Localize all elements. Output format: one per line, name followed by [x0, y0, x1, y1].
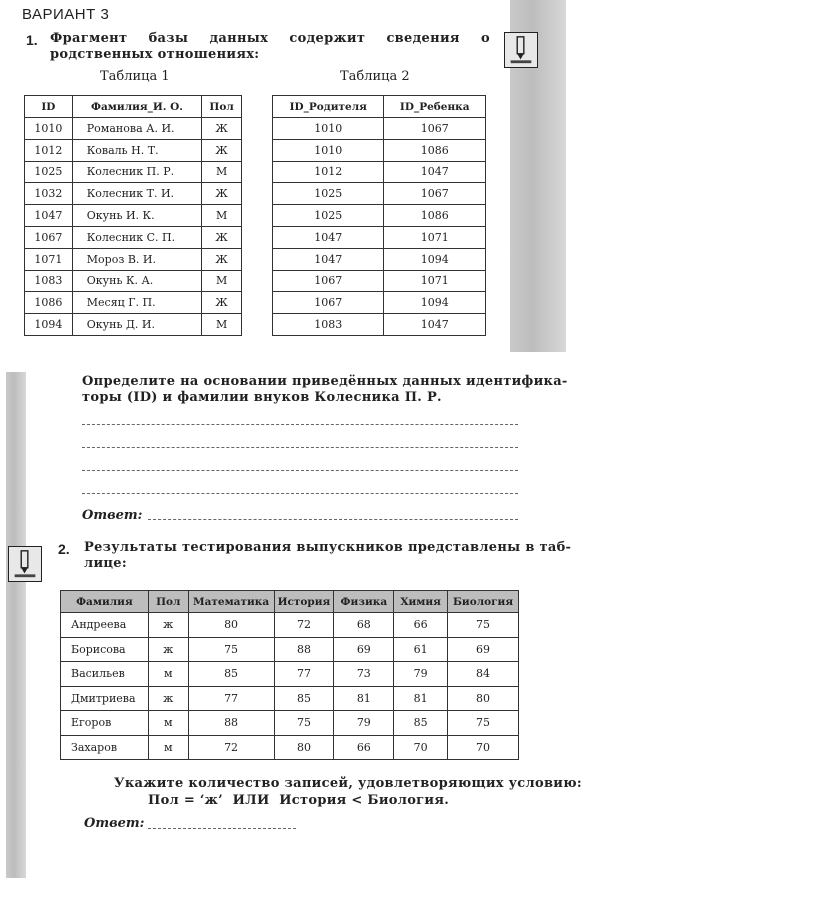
table2-cell: 1086 — [384, 139, 486, 161]
table2-cell: 1067 — [384, 118, 486, 140]
results-cell: 75 — [188, 637, 274, 662]
question-2-task-line1: Укажите количество записей, удовлетворяющих условию: — [114, 776, 582, 791]
results-cell: 61 — [394, 637, 448, 662]
table1-header: Пол — [202, 96, 242, 118]
results-header: Биология — [448, 591, 519, 613]
results-cell: 80 — [188, 613, 274, 638]
table1-cell: М — [202, 270, 242, 292]
results-cell: 81 — [334, 686, 394, 711]
results-cell: 79 — [334, 711, 394, 736]
results-cell: 77 — [274, 662, 334, 687]
results-cell: 85 — [188, 662, 274, 687]
table1-cell: Ж — [202, 248, 242, 270]
table1-cell: Коваль Н. Т. — [72, 139, 201, 161]
table2 — [272, 95, 486, 336]
table2-cell: 1047 — [273, 248, 384, 270]
pencil-icon — [504, 32, 538, 68]
results-cell: 75 — [274, 711, 334, 736]
table1-cell: Ж — [202, 183, 242, 205]
table1-cell: 1012 — [25, 139, 73, 161]
table1-cell: 1086 — [25, 292, 73, 314]
results-cell: 85 — [394, 711, 448, 736]
pencil-icon — [8, 546, 42, 582]
results-cell: 80 — [274, 735, 334, 760]
table2-cell: 1071 — [384, 226, 486, 248]
results-cell: 84 — [448, 662, 519, 687]
table2-cell: 1010 — [273, 118, 384, 140]
table2-header: ID_Родителя — [273, 96, 384, 118]
table1-cell: 1094 — [25, 314, 73, 336]
table2-cell: 1047 — [384, 314, 486, 336]
results-cell: м — [148, 711, 188, 736]
question-1-task-line1: Определите на основании приведённых данных идентифика- — [82, 374, 568, 389]
results-cell: Андреева — [61, 613, 149, 638]
table1-cell: Окунь И. К. — [72, 205, 201, 227]
question-1-number: 1. — [26, 32, 38, 48]
question-2-text-line1: Результаты тестирования выпускников представлены в таб- — [84, 540, 572, 555]
variant-heading: ВАРИАНТ 3 — [22, 6, 110, 23]
table2-cell: 1010 — [273, 139, 384, 161]
table1-cell: Мороз В. И. — [72, 248, 201, 270]
table2-cell: 1094 — [384, 292, 486, 314]
results-cell: 81 — [394, 686, 448, 711]
results-cell: Егоров — [61, 711, 149, 736]
answer-line[interactable] — [82, 493, 518, 494]
table1-cell: Окунь К. А. — [72, 270, 201, 292]
results-cell: м — [148, 662, 188, 687]
results-cell: 70 — [394, 735, 448, 760]
question-2-condition: Пол = ‘ж’ ИЛИ История < Биология. — [148, 793, 450, 808]
table1-cell: 1067 — [25, 226, 73, 248]
table1-cell: М — [202, 161, 242, 183]
table1-cell: Колесник С. П. — [72, 226, 201, 248]
table2-cell: 1025 — [273, 183, 384, 205]
table1-header: Фамилия_И. О. — [72, 96, 201, 118]
results-cell: 77 — [188, 686, 274, 711]
results-cell: 69 — [448, 637, 519, 662]
table1-cell: Ж — [202, 226, 242, 248]
results-header: История — [274, 591, 334, 613]
table1-cell: Колесник П. Р. — [72, 161, 201, 183]
question-2-answer-field[interactable] — [148, 828, 296, 829]
results-cell: 66 — [394, 613, 448, 638]
table2-header: ID_Ребенка — [384, 96, 486, 118]
results-cell: 68 — [334, 613, 394, 638]
table2-cell: 1047 — [273, 226, 384, 248]
results-header: Математика — [188, 591, 274, 613]
results-cell: 75 — [448, 711, 519, 736]
results-cell: 75 — [448, 613, 519, 638]
table1-cell: Романова А. И. — [72, 118, 201, 140]
results-cell: ж — [148, 613, 188, 638]
answer-line[interactable] — [82, 470, 518, 471]
results-cell: 79 — [394, 662, 448, 687]
table2-cell: 1094 — [384, 248, 486, 270]
table2-cell: 1067 — [273, 270, 384, 292]
table1-cell: 1025 — [25, 161, 73, 183]
table1-cell: 1083 — [25, 270, 73, 292]
answer-line[interactable] — [82, 447, 518, 448]
results-header: Химия — [394, 591, 448, 613]
table2-cell: 1025 — [273, 205, 384, 227]
table1-cell: М — [202, 205, 242, 227]
table1-cell: 1071 — [25, 248, 73, 270]
results-cell: 69 — [334, 637, 394, 662]
table2-caption: Таблица 2 — [340, 69, 410, 84]
question-1-text: Фрагмент базы данных содержит сведения о родственных отношениях: — [50, 31, 490, 62]
results-cell: 88 — [188, 711, 274, 736]
results-cell: Васильев — [61, 662, 149, 687]
results-cell: 80 — [448, 686, 519, 711]
results-cell: 85 — [274, 686, 334, 711]
table2-cell: 1086 — [384, 205, 486, 227]
table1-caption: Таблица 1 — [100, 69, 170, 84]
results-cell: ж — [148, 637, 188, 662]
table2-cell: 1012 — [273, 161, 384, 183]
table2-cell: 1071 — [384, 270, 486, 292]
scan-margin-left — [6, 372, 26, 878]
table2-cell: 1047 — [384, 161, 486, 183]
results-cell: 66 — [334, 735, 394, 760]
question-2-answer-label: Ответ: — [84, 816, 145, 831]
results-cell: м — [148, 735, 188, 760]
table1-cell: М — [202, 314, 242, 336]
results-header: Фамилия — [61, 591, 149, 613]
results-header: Физика — [334, 591, 394, 613]
results-cell: 88 — [274, 637, 334, 662]
question-1-answer-field[interactable] — [148, 519, 518, 520]
results-header: Пол — [148, 591, 188, 613]
table1-cell: 1010 — [25, 118, 73, 140]
table1-cell: Ж — [202, 139, 242, 161]
results-cell: Захаров — [61, 735, 149, 760]
table2-cell: 1067 — [273, 292, 384, 314]
question-1-task-line2: торы (ID) и фамилии внуков Колесника П. Р. — [82, 390, 442, 405]
table1-cell: Окунь Д. И. — [72, 314, 201, 336]
table1-header: ID — [25, 96, 73, 118]
table1-cell: 1032 — [25, 183, 73, 205]
table1-cell: 1047 — [25, 205, 73, 227]
results-cell: 70 — [448, 735, 519, 760]
results-table — [60, 590, 519, 760]
table1-cell: Месяц Г. П. — [72, 292, 201, 314]
table1 — [24, 95, 242, 336]
question-1-answer-label: Ответ: — [82, 508, 143, 523]
results-cell: Дмитриева — [61, 686, 149, 711]
results-cell: Борисова — [61, 637, 149, 662]
results-cell: ж — [148, 686, 188, 711]
table1-cell: Колесник Т. И. — [72, 183, 201, 205]
question-2-text-line2: лице: — [84, 556, 127, 571]
results-cell: 72 — [274, 613, 334, 638]
results-cell: 72 — [188, 735, 274, 760]
table2-cell: 1067 — [384, 183, 486, 205]
question-2-number: 2. — [58, 541, 70, 557]
answer-line[interactable] — [82, 424, 518, 425]
table1-cell: Ж — [202, 292, 242, 314]
table2-cell: 1083 — [273, 314, 384, 336]
results-cell: 73 — [334, 662, 394, 687]
table1-cell: Ж — [202, 118, 242, 140]
